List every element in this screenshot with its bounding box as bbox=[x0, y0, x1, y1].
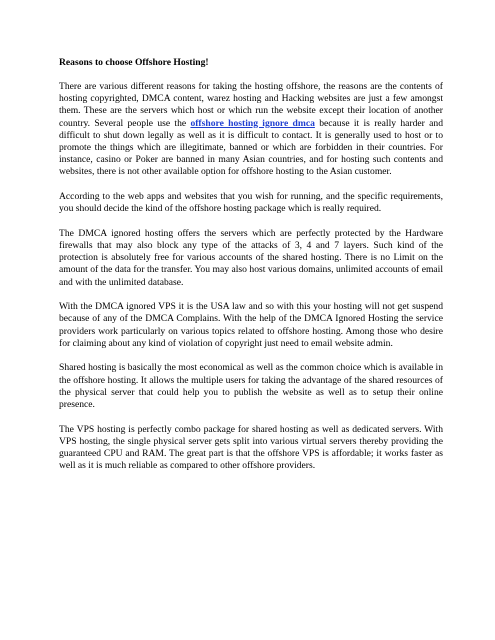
paragraph-vps-hosting: The VPS hosting is perfectly combo package for shared hosting as well as dedicated servers. With VPS hosting, the single physical server gets split into various virtual servers thereby providing the guaranteed CPU and RAM. The great part is that the offshore VPS is affordable; it works faster as well as it is much reliable as compared to other offshore providers. bbox=[59, 423, 443, 472]
paragraph-text: because it is really harder and difficult to shut down legally as well as it is difficult to contact. It is generally used to host or to promote the things which are illegitimate, banned or which are forbidden in their countries. For instance, casino or Poker are banned in many Asian countries, and for hosting such contents and websites, there is not other available option for offshore hosting to the Asian customer. bbox=[59, 117, 444, 178]
paragraph-dmca-hosting: The DMCA ignored hosting offers the servers which are perfectly protected by the Hardware firewalls that may also block any type of the attacks of 3, 4 and 7 layers. Such kind of the protection is absolutely free for various accounts of the shared hosting. There is no Limit on the amount of the data for the transfer. You may also host various domains, unlimited accounts of email and with the unlimited database. bbox=[59, 227, 443, 288]
paragraph-reasons bbox=[59, 81, 443, 179]
offshore-hosting-link[interactable]: offshore hosting ignore dmca bbox=[190, 117, 315, 129]
document-title: Reasons to choose Offshore Hosting! bbox=[59, 57, 209, 68]
paragraph-dmca-vps: With the DMCA ignored VPS it is the USA law and so with this your hosting will not get suspend because of any of the DMCA Complains. With the help of the DMCA Ignored Hosting the service providers work particularly on various topics related to offshore hosting. Among those who desire for claiming about any kind of violation of copyright just need to email website admin. bbox=[59, 301, 443, 349]
paragraph-requirements: According to the web apps and websites that you wish for running, and the specific requirements, you should decide the kind of the offshore hosting package which is really required. bbox=[59, 191, 443, 215]
paragraph-text: There are various different reasons for taking the hosting offshore, the reasons are the contents of hosting copyrighted, DMCA content, warez hosting and Hacking websites are just a few amongst them. These are the servers which host or which run the website except their location of another country. Several people use the bbox=[59, 81, 443, 129]
paragraph-shared-hosting: Shared hosting is basically the most economical as well as the common choice which is available in the offshore hosting. It allows the multiple users for taking the advantage of the shared resources of the physical server that could help you to publish the website as well as to setup their online presence. bbox=[59, 362, 443, 411]
